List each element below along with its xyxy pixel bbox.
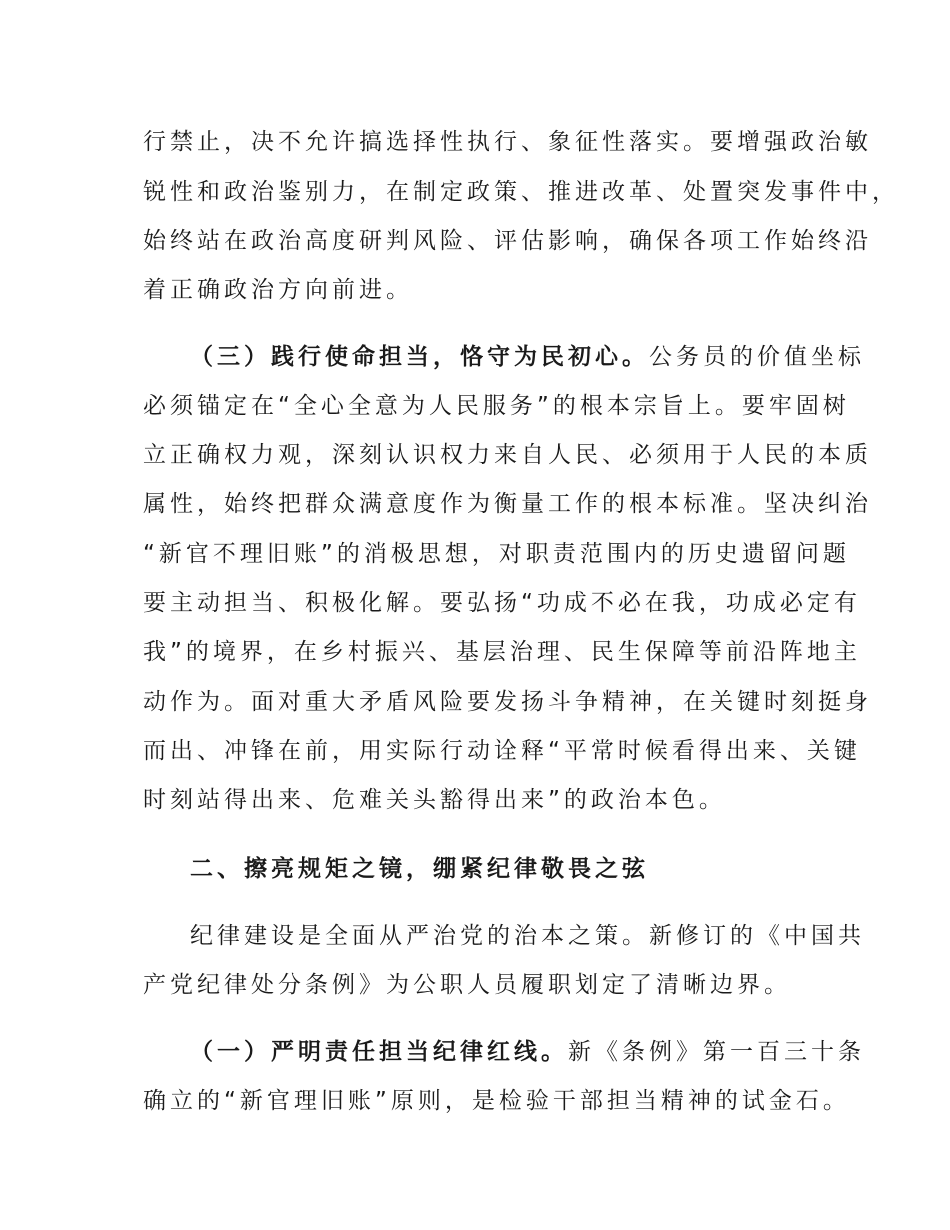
body-text-line: “新官不理旧账”的消极思想，对职责范围内的历史遗留问题 [143,541,850,567]
body-text-line: 动作为。面对重大矛盾风险要发扬斗争精神，在关键时刻挺身 [143,689,872,715]
body-text-line: 而出、冲锋在前，用实际行动诠释“平常时候看得出来、关键 [143,738,861,764]
body-text-line: 纪律建设是全面从严治党的治本之策。新修订的《中国共 [190,923,865,949]
body-text-line: 产党纪律处分条例》为公职人员履职划定了清晰边界。 [143,972,791,998]
body-text-line: 我”的境界，在乡村振兴、基层治理、民生保障等前沿阵地主 [143,639,861,665]
subsection-first-line [190,337,870,377]
body-text-line: 要主动担当、积极化解。要弘扬“功成不必在我，功成必定有 [143,590,861,616]
body-text-line: 立正确权力观，深刻认识权力来自人民、必须用于人民的本质 [143,442,872,468]
subsection-first-line [190,1032,870,1072]
body-text-line: 时刻站得出来、危难关头豁得出来”的政治本色。 [143,787,726,813]
body-text-line: 着正确政治方向前进。 [143,277,413,303]
body-text-span: 新《条例》第一百三十条 [568,1039,865,1065]
body-text-line: 属性，始终把群众满意度作为衡量工作的根本标准。坚决纠治 [143,491,872,517]
body-text-line: 必须锚定在“全心全意为人民服务”的根本宗旨上。要牢固树 [143,393,850,419]
body-text-span: 公务员的价值坐标 [649,344,865,370]
subsection-heading-1: （一）严明责任担当纪律红线。 [190,1039,568,1065]
section-heading-2: 二、擦亮规矩之镜，绷紧纪律敬畏之弦 [190,856,649,882]
body-text-line: 始终站在政治高度研判风险、评估影响，确保各项工作始终沿 [143,228,872,254]
subsection-heading-3: （三）践行使命担当，恪守为民初心。 [190,344,649,370]
body-text-line: 锐性和政治鉴别力，在制定政策、推进改革、处置突发事件中， [143,179,899,205]
body-text-line: 确立的“新官理旧账”原则，是检验干部担当精神的试金石。 [143,1088,850,1114]
body-text-line: 行禁止，决不允许搞选择性执行、象征性落实。要增强政治敏 [143,129,872,155]
